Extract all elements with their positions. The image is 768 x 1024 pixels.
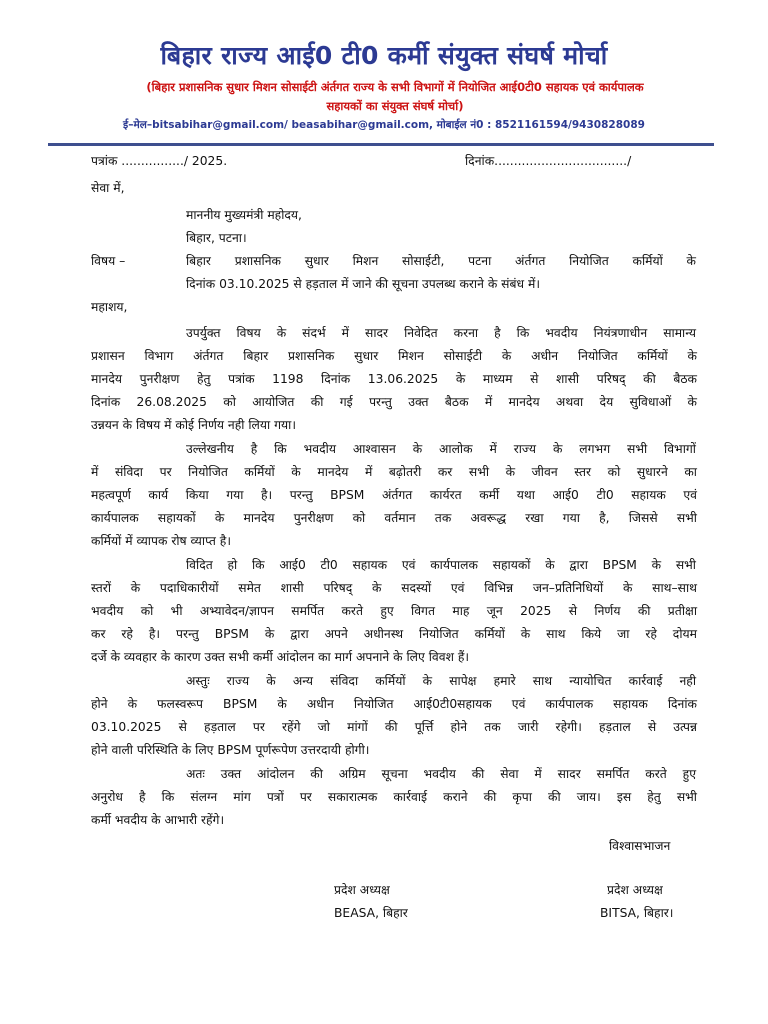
letterhead-subtitle bbox=[70, 78, 720, 116]
subject-label: विषय – bbox=[91, 254, 126, 268]
paragraph-3-line: विदित हो कि आई0 टी0 सहायक एवं कार्यपालक सहायकों के द्वारा BPSM के सभी bbox=[186, 558, 696, 572]
letter-date: दिनांक................................../ bbox=[465, 154, 632, 168]
subject-line-1: बिहार प्रशासनिक सुधार मिशन सोसाईटी, पटना अंर्तगत नियोजित कर्मियों के bbox=[186, 254, 696, 268]
paragraph-3-line: दर्जे के व्यवहार के कारण उक्त सभी कर्मी आंदोलन का मार्ग अपनाने के लिए विवश हैं। bbox=[91, 650, 470, 664]
paragraph-1-line: मानदेय पुनरीक्षण हेतु पत्रांक 1198 दिनांक 13.06.2025 के माध्यम से शासी परिषद् की बैठक bbox=[91, 372, 697, 386]
paragraph-3-line: भवदीय को भी अभ्यावेदन/ज्ञापन समर्पित करते हुए विगत माह जून 2025 से निर्णय की प्रतीक्षा bbox=[91, 604, 697, 618]
paragraph-2-line: उल्लेखनीय है कि भवदीय आश्वासन के आलोक में राज्य के लगभग सभी विभागों bbox=[186, 442, 696, 456]
subtitle-line-1: (बिहार प्रशासनिक सुधार मिशन सोसाईटी अंर्तगत राज्य के सभी विभागों में नियोजित आई0टी0 सहायक एवं कार्यपालक bbox=[146, 80, 644, 94]
paragraph-5-line: अतः उक्त आंदोलन की अग्रिम सूचना भवदीय की सेवा में सादर समर्पित करते हुए bbox=[186, 767, 696, 781]
paragraph-3-line: स्तरों के पदाधिकारीयों समेत शासी परिषद् के सदस्यों एवं विभिन्न जन–प्रतिनिधियों के साथ–साथ bbox=[91, 581, 697, 595]
header-divider bbox=[48, 143, 714, 146]
right-signatory-org: BITSA, बिहार। bbox=[600, 906, 674, 920]
paragraph-1-line: प्रशासन विभाग अंर्तगत बिहार प्रशासनिक सुधार मिशन सोसाईटी के अधीन नियोजित कर्मियों के bbox=[91, 349, 697, 363]
subtitle-line-2: सहायकों का संयुक्त संघर्ष मोर्चा) bbox=[326, 99, 464, 113]
paragraph-4-line: होने वाली परिस्थिति के लिए BPSM पूर्णरूपेण उत्तरदायी होगी। bbox=[91, 743, 370, 757]
paragraph-4-line: अस्तुः राज्य के अन्य संविदा कर्मियों के सापेक्ष हमारे साथ न्यायोचित कार्रवाई नही bbox=[186, 674, 696, 688]
letter-number: पत्रांक ................/ 2025. bbox=[91, 154, 228, 168]
paragraph-5-line: कर्मी भवदीय के आभारी रहेंगे। bbox=[91, 813, 225, 827]
sign-off: विश्वासभाजन bbox=[609, 839, 671, 853]
paragraph-2-line: कार्यपालक सहायकों के मानदेय पुनरीक्षण को वर्तमान तक अवरूद्ध रखा गया है, जिससे सभी bbox=[91, 511, 697, 525]
left-signatory-org: BEASA, बिहार bbox=[334, 906, 408, 920]
right-signatory-title: प्रदेश अध्यक्ष bbox=[607, 883, 663, 897]
recipient: माननीय मुख्यमंत्री महोदय, bbox=[186, 208, 302, 222]
letterhead-title: बिहार राज्य आई0 टी0 कर्मी संयुक्त संघर्ष मोर्चा bbox=[160, 41, 608, 70]
recipient-place: बिहार, पटना। bbox=[186, 231, 247, 245]
letterhead-contact: ई–मेल–bitsabihar@gmail.com/ beasabihar@gmail.com, मोबाईल नं0 : 8521161594/9430828089 bbox=[123, 119, 645, 131]
paragraph-4-line: 03.10.2025 से हड़ताल पर रहेंगे जो मांगों की पूर्त्ति होने तक जारी रहेगी। हड़ताल से उत्पन्न bbox=[91, 720, 697, 734]
paragraph-1-line: उन्नयन के विषय में कोई निर्णय नही लिया गया। bbox=[91, 418, 297, 432]
greeting: महाशय, bbox=[91, 300, 128, 314]
paragraph-3-line: कर रहे है। परन्तु BPSM के द्वारा अपने अधीनस्थ नियोजित कर्मियों के साथ किये जा रहे दोयम bbox=[91, 627, 697, 641]
subject-line-2: दिनांक 03.10.2025 से हड़ताल में जाने की सूचना उपलब्ध कराने के संबंध में। bbox=[186, 277, 541, 291]
salutation-to: सेवा में, bbox=[91, 181, 125, 195]
paragraph-1-line: दिनांक 26.08.2025 को आयोजित की गई परन्तु उक्त बैठक में मानदेय अथवा देय सुविधाओं के bbox=[91, 395, 697, 409]
paragraph-4-line: होने के फलस्वरूप BPSM के अधीन नियोजित आई0टी0सहायक एवं कार्यपालक सहायक दिनांक bbox=[91, 697, 697, 711]
paragraph-1-line: उपर्युक्त विषय के संदर्भ में सादर निवेदित करना है कि भवदीय नियंत्रणाधीन सामान्य bbox=[186, 326, 696, 340]
paragraph-2-line: में संविदा पर नियोजित कर्मियों के मानदेय में बढ़ोतरी कर सभी के जीवन स्तर को सुधारने का bbox=[91, 465, 697, 479]
paragraph-2-line: कर्मियों में व्यापक रोष व्याप्त है। bbox=[91, 534, 231, 548]
paragraph-5-line: अनुरोध है कि संलग्न मांग पत्रों पर सकारात्मक कार्रवाई कराने की कृपा की जाय। इस हेतु सभी bbox=[91, 790, 697, 804]
left-signatory-title: प्रदेश अध्यक्ष bbox=[334, 883, 390, 897]
paragraph-2-line: महत्वपूर्ण कार्य किया गया है। परन्तु BPSM अंर्तगत कार्यरत कर्मी यथा आई0 टी0 सहायक एवं bbox=[91, 488, 697, 502]
